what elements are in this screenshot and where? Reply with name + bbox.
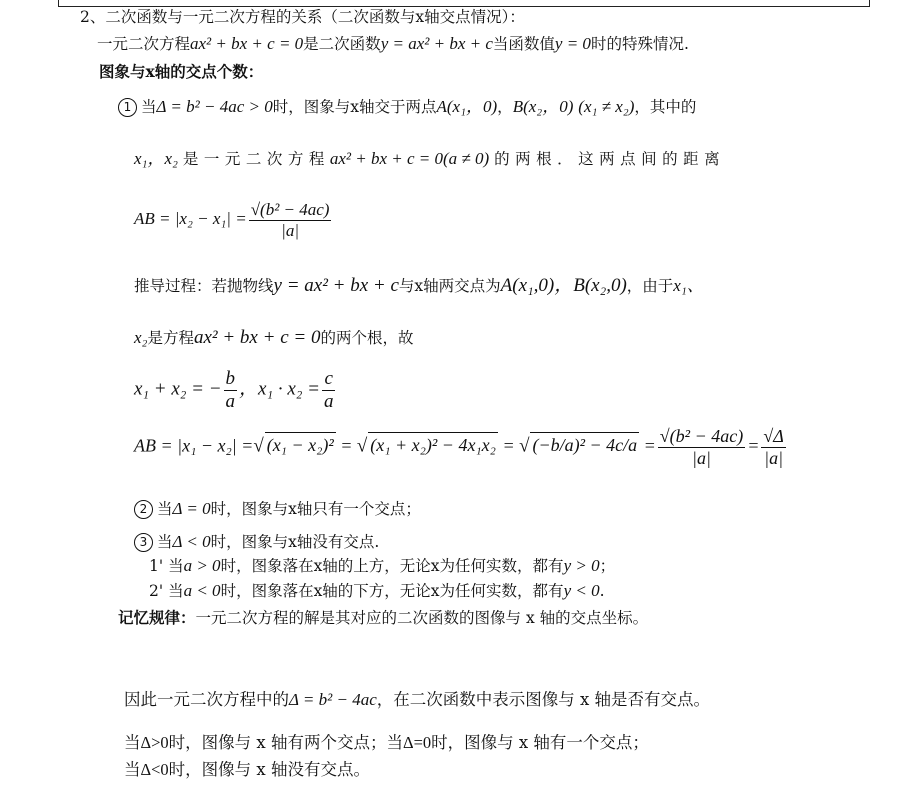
summary3-text-2: 时，图像与 x 轴没有交点。 xyxy=(168,760,370,779)
circled-number-2: 2 xyxy=(134,500,153,519)
case3-condition: Δ < 0 xyxy=(172,532,211,551)
vieta-product-numerator: c xyxy=(322,368,336,391)
sqrt-symbol: √ xyxy=(519,435,530,457)
sub2-line xyxy=(149,581,605,601)
summary-line3 xyxy=(124,760,370,780)
chain-eq-2: = xyxy=(502,435,515,456)
vieta-formulas xyxy=(134,368,337,413)
case1-text-3: ，其中的 xyxy=(634,98,697,116)
chain-fraction-1 xyxy=(658,426,745,468)
derivation-text-2: 与x轴两交点为 xyxy=(398,277,501,295)
case2-text-1: 当 xyxy=(157,500,173,518)
sub1-text-3: ； xyxy=(599,557,616,575)
case2-text-2: 时，图象与x轴只有一个交点； xyxy=(210,500,421,518)
case1-line1: 1 当Δ = b² − 4ac > 0时，图象与x轴交于两点A(x₁，0)，B(x₂，0) (x₁ ≠ x₂)，其中的 xyxy=(118,97,696,117)
summary2-cond-2: Δ=0 xyxy=(402,733,432,752)
chain-part-6: (−b/a)² − 4c/a xyxy=(530,432,639,457)
section-heading xyxy=(80,7,525,27)
case1-not-equal: (x₁ ≠ x₂) xyxy=(578,97,635,116)
derivation-text-4: 是方程 xyxy=(147,329,194,347)
summary1-expression: Δ = b² − 4ac xyxy=(289,690,377,709)
sub1-text-1: 当 xyxy=(168,557,184,575)
summary2-text-1: 当 xyxy=(124,733,141,752)
chain-eq-1: = xyxy=(340,435,353,456)
roots-x1-x2: x₁，x₂ xyxy=(134,149,178,168)
case1-line2 xyxy=(134,149,725,169)
sqrt-symbol: √ xyxy=(356,435,368,457)
case3-text-2: 时，图象与x轴没有交点. xyxy=(210,533,380,551)
chain-fraction-2 xyxy=(761,426,785,468)
heading-text: 2、二次函数与一元二次方程的关系（二次函数与x轴交点情况）： xyxy=(80,8,525,26)
sub1-condition: a > 0 xyxy=(183,556,221,575)
case1-text-4: 是一元二次方程 xyxy=(182,150,330,168)
chain-part-2: (x₁ − x₂)² xyxy=(265,432,336,457)
sub2-text-3: . xyxy=(599,582,605,600)
sub2-text-1: 当 xyxy=(168,582,184,600)
sub1-mark: 1' xyxy=(149,557,164,575)
derivation-text-5: 的两个根，故 xyxy=(320,329,414,347)
case3-text-1: 当 xyxy=(157,533,173,551)
summary1-text-1: 因此一元二次方程中的 xyxy=(124,690,289,709)
sub2-mark: 2' xyxy=(149,582,164,600)
subtitle-text: 图象与x轴的交点个数： xyxy=(99,62,264,81)
intro-line xyxy=(97,34,689,54)
chain-eq-3: = xyxy=(643,435,656,456)
derivation-line1 xyxy=(134,276,704,296)
derivation-points: A(x₁,0)，B(x₂,0) xyxy=(500,275,627,296)
derivation-x2: x₂ xyxy=(134,328,148,347)
sub2-condition: a < 0 xyxy=(183,581,221,600)
case1-equation: ax² + bx + c = 0(a ≠ 0) xyxy=(329,149,490,168)
ab-lhs: AB = |x₂ − x₁| = xyxy=(134,209,247,229)
derivation-line2 xyxy=(134,328,413,348)
ab-numerator: √(b² − 4ac) xyxy=(250,200,330,219)
case1-condition: Δ = b² − 4ac > 0 xyxy=(156,97,273,116)
vieta-sum-denominator: a xyxy=(225,390,236,412)
point-b: B(x₂，0) xyxy=(512,97,574,116)
subtitle xyxy=(99,62,263,82)
sub2-result: y < 0 xyxy=(563,581,600,600)
summary2-text-3: 时，图像与 x 轴有一个交点； xyxy=(431,733,649,752)
case1-text-1: 当 xyxy=(141,98,157,116)
vieta-sum-fraction xyxy=(224,368,238,413)
memory-label: 记忆规律： xyxy=(118,608,196,627)
intro-text-1: 一元二次方程 xyxy=(97,35,191,53)
vieta-sum-numerator: b xyxy=(225,368,236,389)
summary-line1 xyxy=(124,690,710,710)
case1-text-2: 时，图象与x轴交于两点 xyxy=(272,98,437,116)
derivation-x1: x₁、 xyxy=(673,276,704,295)
sub1-line xyxy=(149,556,615,576)
sub1-text-2: 时，图象落在x轴的上方，无论x为任何实数，都有 xyxy=(220,557,564,575)
vieta-product-denominator: a xyxy=(323,390,334,412)
circled-number-1: 1 xyxy=(118,98,137,117)
intro-text-4: 时的特殊情况. xyxy=(590,35,689,53)
ab-distance-formula xyxy=(134,200,333,240)
memory-rule xyxy=(118,608,648,628)
chain-fraction-1-numerator: √(b² − 4ac) xyxy=(659,426,744,446)
summary-line2 xyxy=(124,733,649,753)
summary2-cond-1: Δ>0 xyxy=(140,733,169,752)
chain-fraction-1-denominator: |a| xyxy=(692,447,711,468)
chain-eq-4: = xyxy=(747,435,760,456)
case2-condition: Δ = 0 xyxy=(172,499,211,518)
chain-fraction-2-denominator: |a| xyxy=(764,447,784,468)
case3-line xyxy=(134,532,379,552)
sqrt-symbol: √ xyxy=(253,435,264,457)
intro-function: y = ax² + bx + c xyxy=(380,34,493,53)
sub1-result: y > 0 xyxy=(563,556,600,575)
chain-part-4: (x₁ + x₂)² − 4x₁x₂ xyxy=(368,432,498,457)
derivation-equation: ax² + bx + c = 0 xyxy=(193,327,321,348)
point-a: A(x₁，0) xyxy=(436,97,498,116)
intro-text-3: 当函数值 xyxy=(492,35,555,53)
derivation-function: y = ax² + bx + c xyxy=(273,275,399,296)
circled-number-3: 3 xyxy=(134,533,153,552)
summary2-text-2: 时，图像与 x 轴有两个交点；当 xyxy=(168,733,403,752)
ab-denominator: |a| xyxy=(281,220,300,240)
sub2-text-2: 时，图象落在x轴的下方，无论x为任何实数，都有 xyxy=(220,582,564,600)
derivation-text-3: ，由于 xyxy=(626,277,674,295)
ab-derivation-chain xyxy=(134,426,788,468)
vieta-product: ，x₁ · x₂ = xyxy=(239,378,320,400)
intro-y-zero: y = 0 xyxy=(554,34,591,53)
summary1-text-2: ，在二次函数中表示图像与 x 轴是否有交点。 xyxy=(376,690,711,709)
memory-text: 一元二次方程的解是其对应的二次函数的图像与 x 轴的交点坐标。 xyxy=(195,609,649,627)
chain-part-1: AB = |x₁ − x₂| = xyxy=(134,435,254,456)
vieta-product-fraction xyxy=(322,368,336,413)
derivation-text-1: 推导过程：若抛物线 xyxy=(134,277,274,295)
ab-fraction xyxy=(249,200,332,240)
chain-fraction-2-numerator: √Δ xyxy=(763,426,784,446)
summary3-text-1: 当 xyxy=(124,760,141,779)
page-top-frame xyxy=(58,0,870,7)
case2-line xyxy=(134,499,421,519)
intro-equation: ax² + bx + c = 0 xyxy=(190,34,304,53)
intro-text-2: 是二次函数 xyxy=(303,35,381,53)
vieta-sum: x₁ + x₂ = − xyxy=(134,378,222,400)
case1-text-5: 的两根．这两点间的距离 xyxy=(494,150,726,168)
summary3-cond-1: Δ<0 xyxy=(140,760,169,779)
